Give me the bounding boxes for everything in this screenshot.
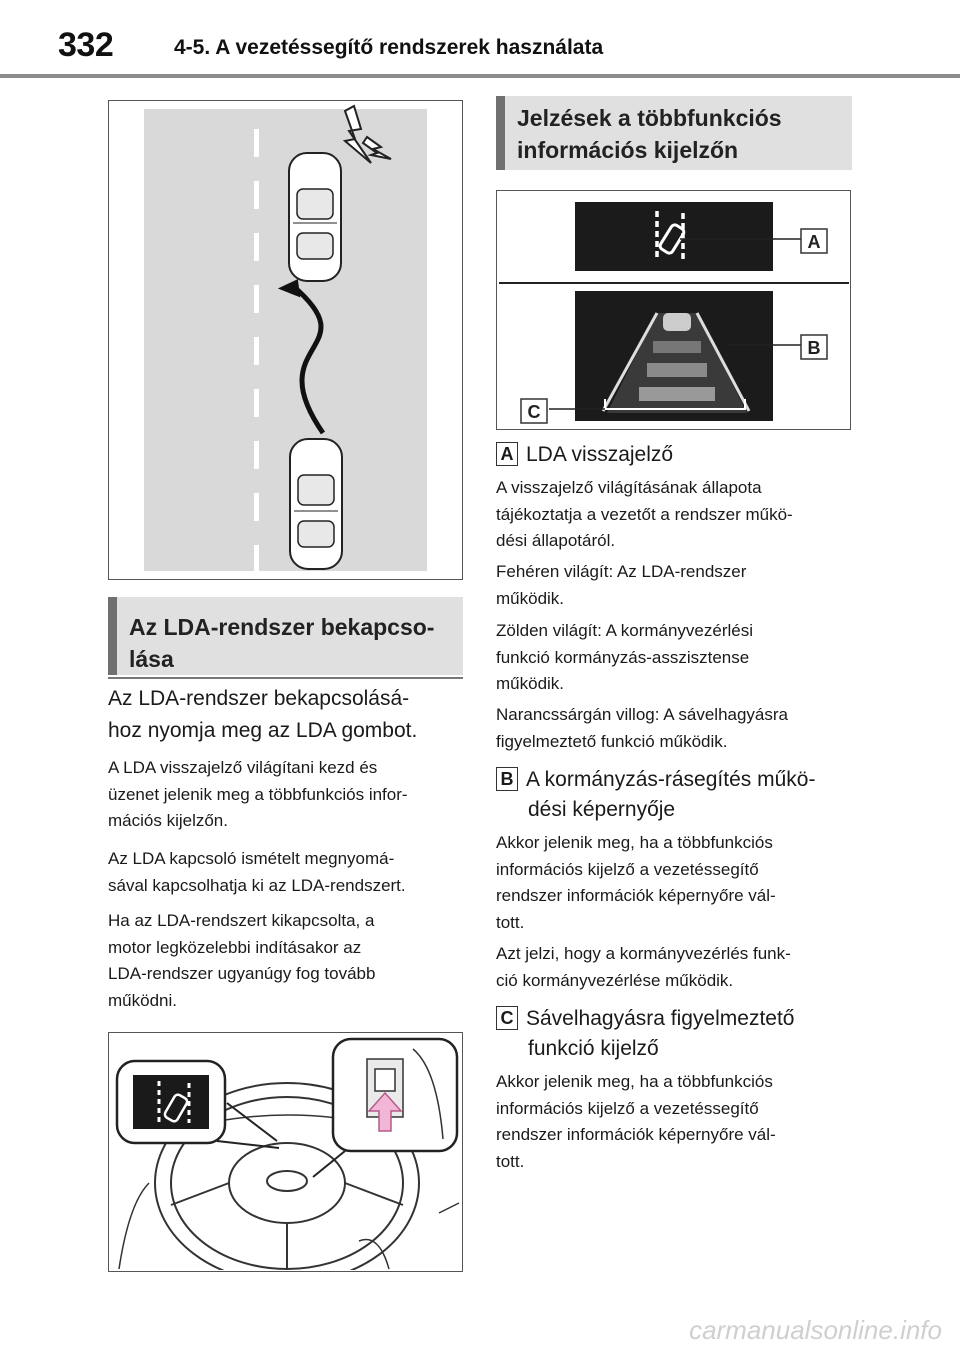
text-line: sával kapcsolhatja ki az LDA-rendszert. bbox=[108, 875, 406, 895]
lead-line: Az LDA-rendszer bekapcsolásá- bbox=[108, 687, 410, 710]
paragraph bbox=[108, 755, 468, 835]
paragraph bbox=[496, 618, 856, 698]
page-number: 332 bbox=[58, 26, 114, 64]
item-heading-c bbox=[496, 1004, 856, 1064]
item-title-line: Sávelhagyásra figyelmeztető bbox=[526, 1007, 795, 1030]
chapter-title: 4-5. A vezetéssegítő rendszerek használata bbox=[174, 36, 604, 59]
item-title-line: funkció kijelző bbox=[528, 1037, 659, 1060]
page-header bbox=[0, 0, 960, 78]
item-title-line: dési képernyője bbox=[528, 798, 676, 821]
text-line: dési állapotáról. bbox=[496, 531, 616, 550]
text-line: Narancssárgán villog: A sávelhagyásra bbox=[496, 705, 788, 724]
text-line: funkció kormányzás-asszisztense bbox=[496, 647, 750, 667]
paragraph bbox=[496, 702, 856, 755]
paragraph bbox=[496, 941, 856, 994]
text-line: A visszajelző világításának állapota bbox=[496, 478, 762, 497]
paragraph bbox=[108, 846, 468, 899]
paragraph bbox=[496, 830, 856, 936]
lane-departure-illustration bbox=[108, 100, 463, 580]
figure-label-a: A bbox=[807, 232, 821, 252]
text-line: üzenet jelenik meg a többfunkciós infor- bbox=[108, 784, 408, 804]
lead-line: hoz nyomja meg az LDA gombot. bbox=[108, 719, 418, 742]
watermark: carmanualsonline.info bbox=[689, 1315, 942, 1345]
text-line: figyelmeztető funkció működik. bbox=[496, 731, 728, 751]
section-title-line-2: információs kijelzőn bbox=[517, 137, 739, 163]
text-line: LDA-rendszer ugyanúgy fog tovább bbox=[108, 964, 376, 983]
text-line: működik. bbox=[496, 674, 565, 693]
text-line: Akkor jelenik meg, ha a többfunkciós bbox=[496, 1072, 773, 1091]
multi-information-display-illustration bbox=[496, 190, 851, 430]
header-rule bbox=[0, 74, 960, 78]
text-line: tott. bbox=[496, 912, 525, 932]
section-title-lda-activation bbox=[108, 597, 463, 675]
section-title-line-2: lása bbox=[129, 646, 174, 672]
text-line: rendszer információk képernyőre vál- bbox=[496, 886, 776, 905]
text-line: Ha az LDA-rendszert kikapcsolta, a bbox=[108, 911, 375, 930]
section-underline bbox=[108, 677, 463, 679]
text-line: motor legközelebbi indításakor az bbox=[108, 937, 362, 957]
figure-label-c: C bbox=[527, 402, 541, 422]
car-bottom-icon bbox=[290, 439, 342, 569]
lead-paragraph bbox=[108, 683, 468, 747]
lane-dash-marks bbox=[254, 129, 259, 571]
section-title-mid-indicators bbox=[496, 96, 852, 170]
text-line: mációs kijelzőn. bbox=[108, 811, 228, 830]
lda-button-callout bbox=[333, 1039, 457, 1151]
figure-label-b: B bbox=[807, 338, 821, 358]
text-line: Akkor jelenik meg, ha a többfunkciós bbox=[496, 833, 773, 852]
text-line: tott. bbox=[496, 1151, 525, 1171]
item-badge-b: B bbox=[496, 767, 518, 791]
paragraph bbox=[108, 908, 468, 1014]
item-heading-b bbox=[496, 765, 856, 825]
lda-button-dashboard-illustration bbox=[108, 1032, 463, 1272]
item-title-line: LDA visszajelző bbox=[526, 443, 674, 466]
text-line: információs kijelző a vezetéssegítő bbox=[496, 859, 759, 879]
paragraph bbox=[496, 559, 856, 612]
text-line: Zölden világít: A kormányvezérlési bbox=[496, 621, 754, 640]
text-line: tájékoztatja a vezetőt a rendszer műkö- bbox=[496, 504, 793, 524]
text-line: A LDA visszajelző világítani kezd és bbox=[108, 758, 378, 777]
text-line: Az LDA kapcsoló ismételt megnyomá- bbox=[108, 849, 395, 868]
section-title-line-1: Jelzések a többfunkciós bbox=[517, 105, 782, 131]
car-top-icon bbox=[289, 153, 341, 281]
section-title-line-1: Az LDA-rendszer bekapcso- bbox=[129, 614, 435, 640]
text-line: ció kormányvezérlése működik. bbox=[496, 970, 734, 990]
paragraph bbox=[496, 475, 856, 555]
text-line: információs kijelző a vezetéssegítő bbox=[496, 1098, 759, 1118]
item-badge-a: A bbox=[496, 442, 518, 466]
text-line: működik. bbox=[496, 588, 565, 608]
text-line: működni. bbox=[108, 990, 177, 1010]
text-line: Azt jelzi, hogy a kormányvezérlés funk- bbox=[496, 944, 791, 963]
item-title-line: A kormányzás-rásegítés műkö- bbox=[526, 768, 816, 791]
text-line: Fehéren világít: Az LDA-rendszer bbox=[496, 562, 747, 581]
paragraph bbox=[496, 1069, 856, 1175]
item-heading-a bbox=[496, 440, 856, 470]
text-line: rendszer információk képernyőre vál- bbox=[496, 1125, 776, 1144]
item-badge-c: C bbox=[496, 1006, 518, 1030]
lda-indicator-callout bbox=[117, 1061, 225, 1143]
